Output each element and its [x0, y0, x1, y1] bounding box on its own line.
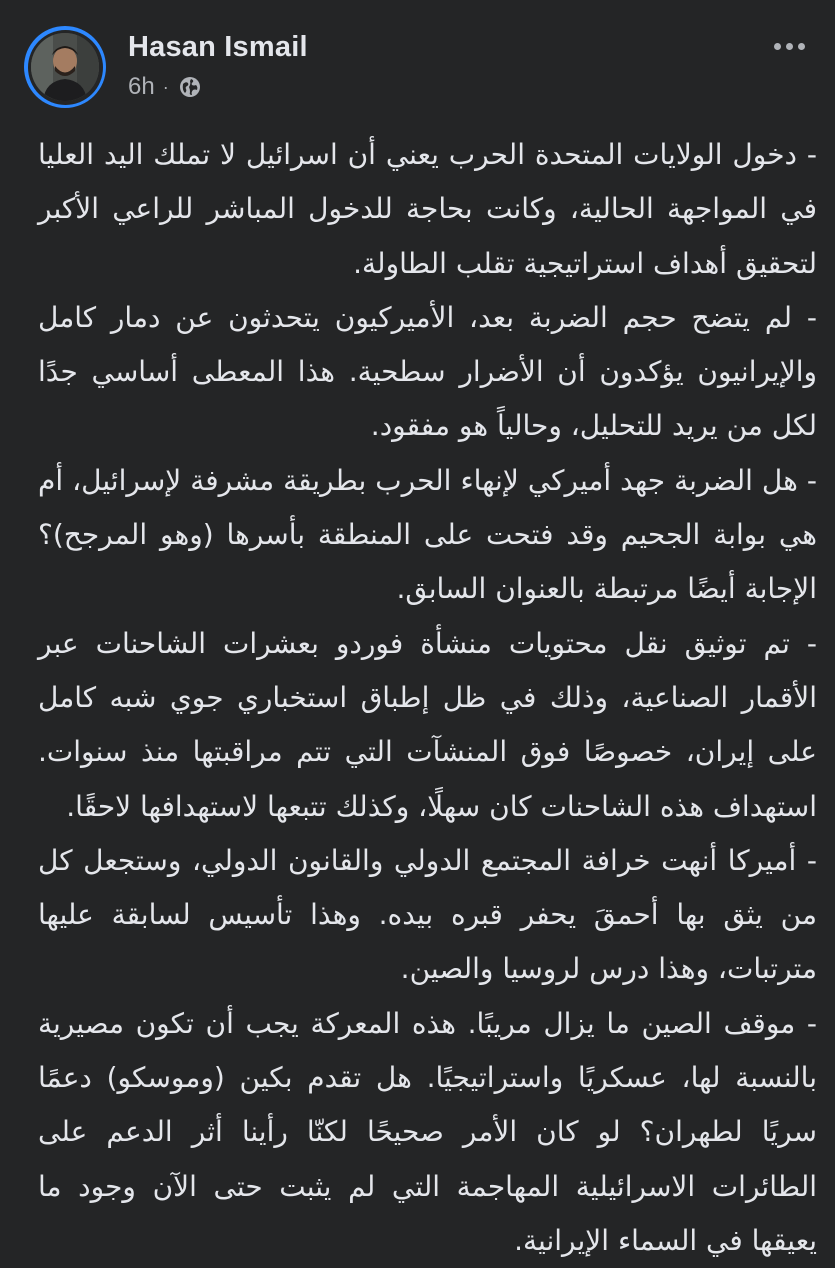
more-options-button[interactable]: [769, 30, 809, 62]
post-subline: [128, 73, 308, 101]
post-paragraph: - موقف الصين ما يزال مريبًا. هذه المعركة يجب أن تكون مصيرية بالنسبة لها، عسكريًا واستراتيجيًا. هل تقدم بكين (وموسكو) دعمًا سريًا لطهران؟ لو كان الأمر صحيحًا لكنّا رأينا أثر الدعم على الطائرات الاسرائيلية المهاجمة التي لم يثبت حتى الآن وجود ما يعيقها في السماء الإيرانية.: [38, 1006, 817, 1257]
post-paragraph: - دخول الولايات المتحدة الحرب يعني أن اسرائيل لا تملك اليد العليا في المواجهة الحالية، وكانت بحاجة للدخول المباشر للراعي الأكبر لتحقيق أهداف استراتيجية تقلب الطاولة.: [38, 138, 817, 280]
post-meta: [128, 30, 308, 101]
separator-dot: ·: [162, 77, 169, 97]
globe-icon[interactable]: [179, 76, 201, 98]
post-header: [24, 26, 308, 114]
avatar[interactable]: [31, 33, 99, 101]
post-paragraph: - هل الضربة جهد أميركي لإنهاء الحرب بطريقة مشرفة لإسرائيل، أم هي بوابة الجحيم وقد فتحت على المنطقة بأسرها (وهو المرجح)؟ الإجابة أيضًا مرتبطة بالعنوان السابق.: [38, 463, 817, 606]
post-paragraph: - لم يتضح حجم الضربة بعد، الأميركيون يتحدثون عن دمار كامل والإيرانيون يؤكدون أن الأضرار سطحية. هذا المعطى أساسي جدًا لكل من يريد للتحليل، وحالياً هو مفقود.: [38, 300, 817, 443]
post-paragraph: - تم توثيق نقل محتويات منشأة فوردو بعشرات الشاحنات عبر الأقمار الصناعية، وذلك في ظل إطباق استخباري جوي شبه كامل على إيران، خصوصًا فوق المنشآت التي تتم مراقبتها منذ سنوات. استهداف هذه الشاحنات كان سهلًا، وكذلك تتبعها لاستهدافها لاحقًا.: [38, 626, 817, 823]
post-timestamp[interactable]: 6h: [128, 73, 155, 100]
author-name[interactable]: Hasan Ismail: [128, 31, 308, 63]
post-body: [38, 128, 817, 1268]
more-dots-icon: [774, 43, 781, 50]
post-paragraph: - أميركا أنهت خرافة المجتمع الدولي والقانون الدولي، وستجعل كل من يثق بها أحمقَ يحفر قبره بيده. وهذا تأسيس لسابقة عليها مترتبات، وهذا درس لروسيا والصين.: [38, 843, 817, 986]
avatar-story-ring[interactable]: [24, 26, 106, 108]
